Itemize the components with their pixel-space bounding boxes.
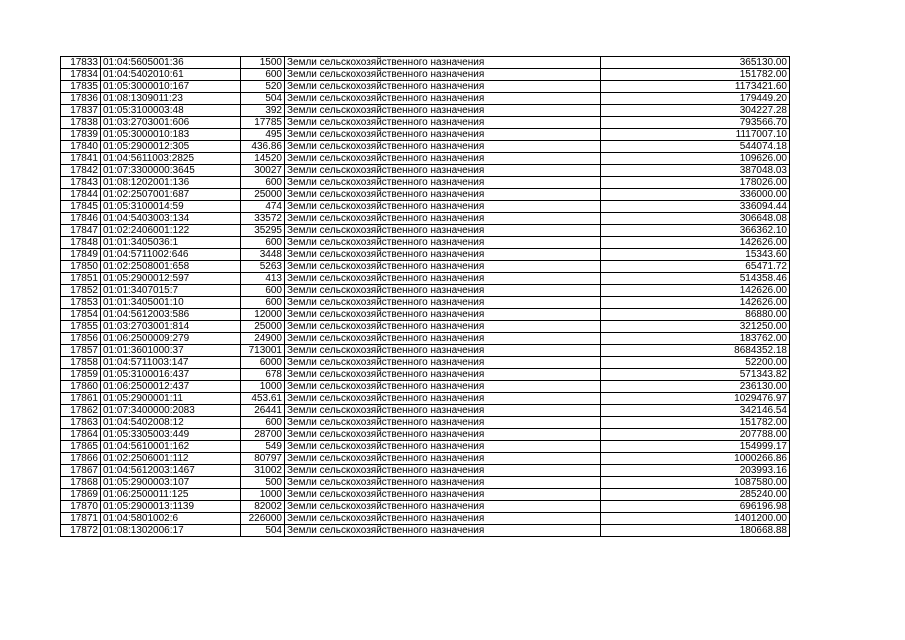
cadastral-number-cell: 01:01:3601000:37 [101,345,241,357]
land-category-cell: Земли сельскохозяйственного назначения [285,225,601,237]
row-number-cell: 17848 [61,237,101,249]
land-category-cell: Земли сельскохозяйственного назначения [285,141,601,153]
area-cell: 25000 [241,189,285,201]
row-number-cell: 17865 [61,441,101,453]
cadastral-number-cell: 01:01:3405036:1 [101,237,241,249]
area-cell: 600 [241,297,285,309]
cadastral-value-cell: 180668.88 [601,525,790,537]
area-cell: 3448 [241,249,285,261]
cadastral-value-cell: 207788.00 [601,429,790,441]
land-category-cell: Земли сельскохозяйственного назначения [285,309,601,321]
area-cell: 413 [241,273,285,285]
cadastral-number-cell: 01:05:2900013:1139 [101,501,241,513]
table-row [61,141,790,153]
table-row [61,453,790,465]
table-row [61,237,790,249]
table-row [61,165,790,177]
area-cell: 678 [241,369,285,381]
land-category-cell: Земли сельскохозяйственного назначения [285,285,601,297]
cadastral-value-cell: 142626.00 [601,297,790,309]
table-row [61,213,790,225]
row-number-cell: 17856 [61,333,101,345]
land-category-cell: Земли сельскохозяйственного назначения [285,345,601,357]
area-cell: 26441 [241,405,285,417]
land-category-cell: Земли сельскохозяйственного назначения [285,165,601,177]
table-row [61,93,790,105]
row-number-cell: 17837 [61,105,101,117]
table-row [61,405,790,417]
table-row [61,129,790,141]
cadastral-value-cell: 178026.00 [601,177,790,189]
land-category-cell: Земли сельскохозяйственного назначения [285,381,601,393]
cadastral-value-cell: 387048.03 [601,165,790,177]
cadastral-value-cell: 342146.54 [601,405,790,417]
table-row [61,369,790,381]
cadastral-value-cell: 336094.44 [601,201,790,213]
cadastral-value-cell: 142626.00 [601,237,790,249]
cadastral-value-cell: 1029476.97 [601,393,790,405]
row-number-cell: 17871 [61,513,101,525]
cadastral-number-cell: 01:04:5612003:1467 [101,465,241,477]
table-row [61,381,790,393]
cadastral-number-cell: 01:04:5611003:2825 [101,153,241,165]
table-row [61,225,790,237]
land-category-cell: Земли сельскохозяйственного назначения [285,321,601,333]
row-number-cell: 17855 [61,321,101,333]
row-number-cell: 17843 [61,177,101,189]
cadastral-number-cell: 01:05:2900012:305 [101,141,241,153]
row-number-cell: 17868 [61,477,101,489]
area-cell: 504 [241,525,285,537]
area-cell: 600 [241,177,285,189]
cadastral-value-cell: 514358.46 [601,273,790,285]
cadastral-number-cell: 01:04:5612003:586 [101,309,241,321]
row-number-cell: 17835 [61,81,101,93]
row-number-cell: 17847 [61,225,101,237]
table-row [61,249,790,261]
row-number-cell: 17840 [61,141,101,153]
row-number-cell: 17842 [61,165,101,177]
area-cell: 392 [241,105,285,117]
land-category-cell: Земли сельскохозяйственного назначения [285,249,601,261]
area-cell: 453.61 [241,393,285,405]
cadastral-number-cell: 01:05:3305003:449 [101,429,241,441]
table-row [61,297,790,309]
cadastral-number-cell: 01:05:3100016:437 [101,369,241,381]
area-cell: 28700 [241,429,285,441]
cadastral-value-cell: 15343.60 [601,249,790,261]
area-cell: 600 [241,237,285,249]
area-cell: 5263 [241,261,285,273]
area-cell: 504 [241,93,285,105]
cadastral-number-cell: 01:04:5610001:162 [101,441,241,453]
land-category-cell: Земли сельскохозяйственного назначения [285,297,601,309]
land-category-cell: Земли сельскохозяйственного назначения [285,525,601,537]
land-category-cell: Земли сельскохозяйственного назначения [285,177,601,189]
area-cell: 226000 [241,513,285,525]
row-number-cell: 17846 [61,213,101,225]
cadastral-value-cell: 142626.00 [601,285,790,297]
table-row [61,501,790,513]
land-category-cell: Земли сельскохозяйственного назначения [285,189,601,201]
area-cell: 24900 [241,333,285,345]
cadastral-number-cell: 01:08:1309011:23 [101,93,241,105]
cadastral-value-cell: 366362.10 [601,225,790,237]
area-cell: 80797 [241,453,285,465]
cadastral-value-cell: 321250.00 [601,321,790,333]
table-row [61,465,790,477]
row-number-cell: 17849 [61,249,101,261]
area-cell: 35295 [241,225,285,237]
area-cell: 600 [241,69,285,81]
table-row [61,261,790,273]
area-cell: 12000 [241,309,285,321]
table-row [61,273,790,285]
land-register-table [60,56,790,537]
cadastral-value-cell: 306648.08 [601,213,790,225]
table-row [61,441,790,453]
cadastral-value-cell: 52200.00 [601,357,790,369]
row-number-cell: 17833 [61,57,101,69]
land-category-cell: Земли сельскохозяйственного назначения [285,393,601,405]
table-row [61,417,790,429]
land-category-cell: Земли сельскохозяйственного назначения [285,81,601,93]
table-row [61,429,790,441]
land-category-cell: Земли сельскохозяйственного назначения [285,333,601,345]
table-row [61,285,790,297]
area-cell: 30027 [241,165,285,177]
cadastral-number-cell: 01:03:2703001:606 [101,117,241,129]
row-number-cell: 17834 [61,69,101,81]
cadastral-number-cell: 01:06:2500011:125 [101,489,241,501]
row-number-cell: 17836 [61,93,101,105]
cadastral-number-cell: 01:05:2900012:597 [101,273,241,285]
cadastral-value-cell: 365130.00 [601,57,790,69]
cadastral-value-cell: 336000.00 [601,189,790,201]
area-cell: 495 [241,129,285,141]
cadastral-number-cell: 01:02:2506001:112 [101,453,241,465]
row-number-cell: 17866 [61,453,101,465]
cadastral-number-cell: 01:04:5801002:6 [101,513,241,525]
table-body [61,57,790,537]
table-row [61,393,790,405]
area-cell: 1500 [241,57,285,69]
row-number-cell: 17838 [61,117,101,129]
row-number-cell: 17839 [61,129,101,141]
area-cell: 31002 [241,465,285,477]
cadastral-value-cell: 285240.00 [601,489,790,501]
land-category-cell: Земли сельскохозяйственного назначения [285,69,601,81]
table-row [61,69,790,81]
cadastral-number-cell: 01:05:2900003:107 [101,477,241,489]
land-category-cell: Земли сельскохозяйственного назначения [285,477,601,489]
cadastral-number-cell: 01:04:5711002:646 [101,249,241,261]
land-category-cell: Земли сельскохозяйственного назначения [285,501,601,513]
row-number-cell: 17844 [61,189,101,201]
area-cell: 500 [241,477,285,489]
row-number-cell: 17853 [61,297,101,309]
row-number-cell: 17870 [61,501,101,513]
table-row [61,513,790,525]
cadastral-value-cell: 1087580.00 [601,477,790,489]
land-category-cell: Земли сельскохозяйственного назначения [285,441,601,453]
area-cell: 520 [241,81,285,93]
cadastral-number-cell: 01:02:2507001:687 [101,189,241,201]
land-category-cell: Земли сельскохозяйственного назначения [285,489,601,501]
land-category-cell: Земли сельскохозяйственного назначения [285,201,601,213]
area-cell: 33572 [241,213,285,225]
cadastral-number-cell: 01:04:5402008:12 [101,417,241,429]
land-category-cell: Земли сельскохозяйственного назначения [285,237,601,249]
cadastral-value-cell: 203993.16 [601,465,790,477]
area-cell: 1000 [241,381,285,393]
row-number-cell: 17861 [61,393,101,405]
table-row [61,201,790,213]
land-category-cell: Земли сельскохозяйственного назначения [285,105,601,117]
cadastral-value-cell: 793566.70 [601,117,790,129]
table-row [61,189,790,201]
area-cell: 82002 [241,501,285,513]
cadastral-number-cell: 01:02:2406001:122 [101,225,241,237]
land-category-cell: Земли сельскохозяйственного назначения [285,273,601,285]
area-cell: 549 [241,441,285,453]
area-cell: 1000 [241,489,285,501]
area-cell: 25000 [241,321,285,333]
cadastral-value-cell: 1173421.60 [601,81,790,93]
cadastral-number-cell: 01:04:5711003:147 [101,357,241,369]
row-number-cell: 17860 [61,381,101,393]
cadastral-value-cell: 8684352.18 [601,345,790,357]
area-cell: 14520 [241,153,285,165]
cadastral-value-cell: 109626.00 [601,153,790,165]
land-category-cell: Земли сельскохозяйственного назначения [285,213,601,225]
table-row [61,153,790,165]
row-number-cell: 17869 [61,489,101,501]
cadastral-value-cell: 544074.18 [601,141,790,153]
table-row [61,177,790,189]
cadastral-value-cell: 1117007.10 [601,129,790,141]
cadastral-value-cell: 236130.00 [601,381,790,393]
area-cell: 600 [241,417,285,429]
row-number-cell: 17841 [61,153,101,165]
cadastral-value-cell: 1401200.00 [601,513,790,525]
land-category-cell: Земли сельскохозяйственного назначения [285,405,601,417]
land-category-cell: Земли сельскохозяйственного назначения [285,153,601,165]
land-category-cell: Земли сельскохозяйственного назначения [285,57,601,69]
area-cell: 600 [241,285,285,297]
land-category-cell: Земли сельскохозяйственного назначения [285,369,601,381]
cadastral-number-cell: 01:07:3300000:3645 [101,165,241,177]
table-row [61,105,790,117]
table-row [61,333,790,345]
cadastral-number-cell: 01:05:3000010:183 [101,129,241,141]
table-row [61,81,790,93]
land-category-cell: Земли сельскохозяйственного назначения [285,429,601,441]
cadastral-number-cell: 01:01:3405001:10 [101,297,241,309]
table-row [61,117,790,129]
land-category-cell: Земли сельскохозяйственного назначения [285,357,601,369]
cadastral-number-cell: 01:07:3400000:2083 [101,405,241,417]
land-category-cell: Земли сельскохозяйственного назначения [285,465,601,477]
area-cell: 6000 [241,357,285,369]
cadastral-value-cell: 183762.00 [601,333,790,345]
cadastral-value-cell: 151782.00 [601,417,790,429]
land-category-cell: Земли сельскохозяйственного назначения [285,93,601,105]
land-category-cell: Земли сельскохозяйственного назначения [285,417,601,429]
cadastral-number-cell: 01:06:2500012:437 [101,381,241,393]
cadastral-value-cell: 696196.98 [601,501,790,513]
area-cell: 17785 [241,117,285,129]
cadastral-value-cell: 179449.20 [601,93,790,105]
land-category-cell: Земли сельскохозяйственного назначения [285,453,601,465]
cadastral-value-cell: 86880.00 [601,309,790,321]
land-category-cell: Земли сельскохозяйственного назначения [285,117,601,129]
cadastral-value-cell: 65471.72 [601,261,790,273]
table-row [61,345,790,357]
table-row [61,309,790,321]
cadastral-number-cell: 01:04:5605001:36 [101,57,241,69]
table-row [61,321,790,333]
row-number-cell: 17872 [61,525,101,537]
row-number-cell: 17864 [61,429,101,441]
cadastral-number-cell: 01:08:1302006:17 [101,525,241,537]
row-number-cell: 17852 [61,285,101,297]
area-cell: 474 [241,201,285,213]
cadastral-number-cell: 01:04:5402010:61 [101,69,241,81]
row-number-cell: 17858 [61,357,101,369]
cadastral-value-cell: 304227.28 [601,105,790,117]
row-number-cell: 17862 [61,405,101,417]
row-number-cell: 17859 [61,369,101,381]
row-number-cell: 17851 [61,273,101,285]
area-cell: 436.86 [241,141,285,153]
cadastral-number-cell: 01:03:2703001:814 [101,321,241,333]
table-row [61,57,790,69]
row-number-cell: 17850 [61,261,101,273]
table-row [61,357,790,369]
cadastral-number-cell: 01:05:2900001:11 [101,393,241,405]
row-number-cell: 17845 [61,201,101,213]
cadastral-value-cell: 151782.00 [601,69,790,81]
cadastral-value-cell: 154999.17 [601,441,790,453]
table-row [61,525,790,537]
cadastral-number-cell: 01:01:3407015:7 [101,285,241,297]
area-cell: 713001 [241,345,285,357]
row-number-cell: 17867 [61,465,101,477]
land-category-cell: Земли сельскохозяйственного назначения [285,129,601,141]
cadastral-number-cell: 01:06:2500009:279 [101,333,241,345]
cadastral-number-cell: 01:05:3100014:59 [101,201,241,213]
cadastral-value-cell: 1000266.86 [601,453,790,465]
cadastral-number-cell: 01:08:1202001:136 [101,177,241,189]
cadastral-number-cell: 01:05:3100003:48 [101,105,241,117]
cadastral-number-cell: 01:05:3000010:167 [101,81,241,93]
row-number-cell: 17854 [61,309,101,321]
cadastral-value-cell: 571343.82 [601,369,790,381]
row-number-cell: 17863 [61,417,101,429]
land-category-cell: Земли сельскохозяйственного назначения [285,261,601,273]
table-row [61,489,790,501]
cadastral-number-cell: 01:04:5403003:134 [101,213,241,225]
table-row [61,477,790,489]
cadastral-number-cell: 01:02:2508001:658 [101,261,241,273]
row-number-cell: 17857 [61,345,101,357]
land-category-cell: Земли сельскохозяйственного назначения [285,513,601,525]
